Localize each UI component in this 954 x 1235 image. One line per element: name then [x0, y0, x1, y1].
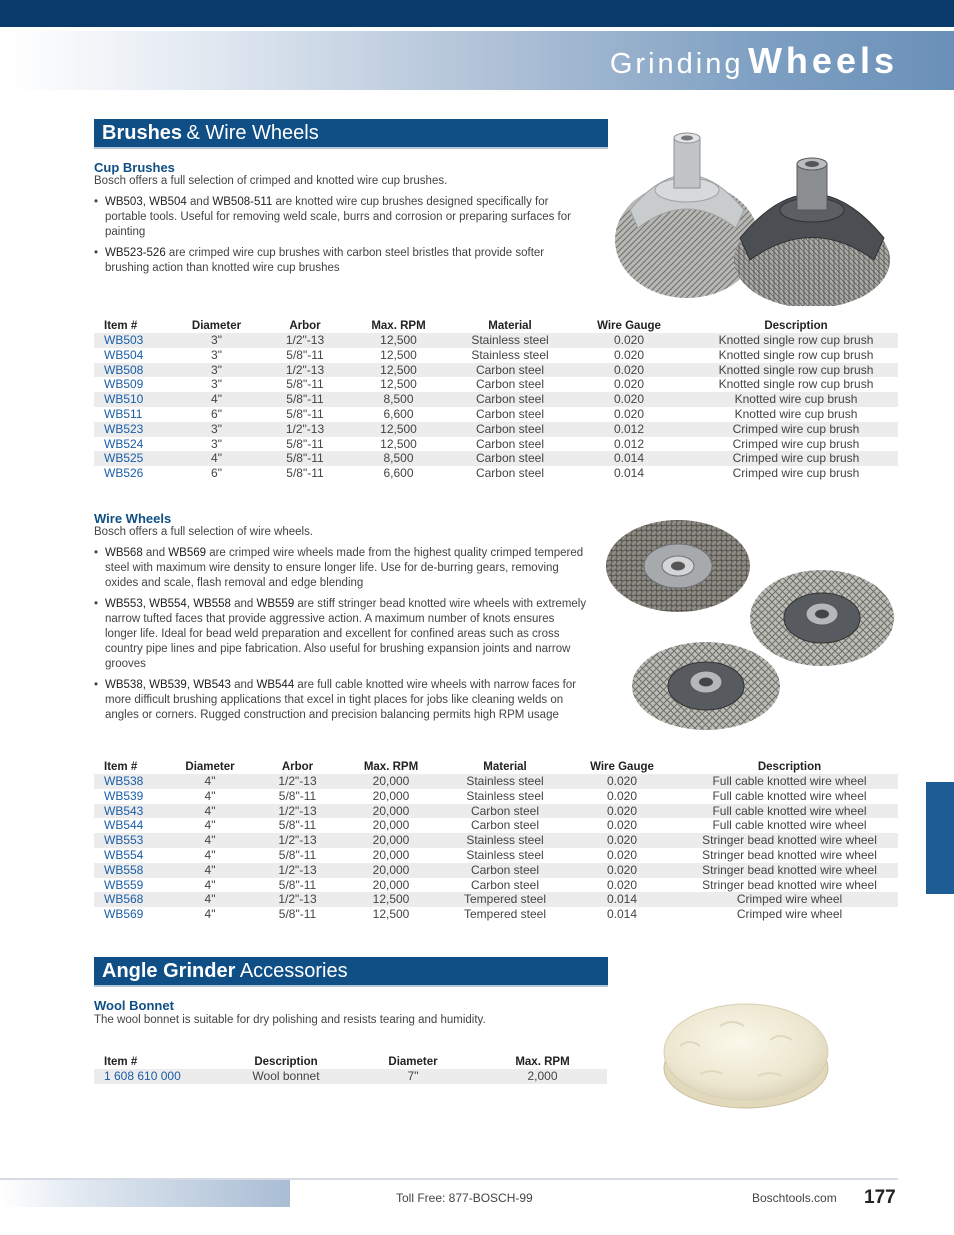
table-cell: Full cable knotted wire wheel	[681, 804, 898, 819]
table-cell: 5/8"-11	[278, 907, 317, 922]
table-cell: 0.020	[564, 363, 694, 378]
table-row	[94, 863, 898, 878]
table-cell: 5/8"-11	[278, 788, 317, 803]
table-cell: Stainless steel	[466, 788, 544, 803]
table-cell: Knotted single row cup brush	[718, 377, 874, 392]
item-number-link[interactable]: WB508	[94, 363, 164, 378]
item-number-link[interactable]: WB509	[104, 377, 144, 392]
table-cell: 12,500	[380, 436, 417, 451]
table-cell: 6,600	[383, 406, 414, 421]
section-rule	[94, 147, 608, 149]
table-cell: 1/2"-13	[260, 804, 335, 819]
table-row	[94, 818, 898, 833]
table-cell: 0.020	[564, 333, 694, 348]
table-cell: Carbon steel	[447, 804, 563, 819]
table-cell: 20,000	[372, 877, 410, 892]
item-number-link[interactable]: WB511	[104, 406, 143, 421]
table-cell: 20,000	[335, 863, 447, 878]
table-cell: Crimped wire cup brush	[732, 466, 860, 481]
table-cell: 3"	[211, 347, 222, 362]
cup-brushes-heading: Cup Brushes	[94, 160, 175, 175]
table-cell: 5/8"-11	[269, 451, 341, 466]
table-row	[94, 892, 898, 907]
table-cell: 12,500	[335, 892, 447, 907]
table-row	[94, 407, 898, 422]
table-cell: 12,500	[372, 907, 410, 922]
list-item: • WB523-526 are crimped wire cup brushes with carbon steel bristles that provide softer brushing action than knotted wire cup brushes	[94, 246, 589, 276]
table-cell: Carbon steel	[456, 422, 564, 437]
cup-brush-table	[94, 318, 898, 481]
table-cell: Stainless steel	[456, 333, 564, 348]
table-cell: Wool bonnet	[224, 1069, 348, 1084]
cup-brushes-bullets	[94, 195, 589, 282]
table-cell: Tempered steel	[447, 892, 563, 907]
table-row	[94, 377, 898, 392]
table-row	[94, 1069, 607, 1084]
table-row	[94, 833, 898, 848]
table-cell: Carbon steel	[456, 451, 564, 466]
table-cell: 12,500	[380, 347, 417, 362]
table-cell: 4"	[204, 788, 216, 803]
table-cell: 5/8"-11	[286, 406, 324, 421]
table-cell: 0.014	[563, 892, 681, 907]
table-cell: 0.020	[606, 818, 638, 833]
table-cell: 0.020	[613, 406, 645, 421]
table-cell: 12,500	[341, 363, 456, 378]
footer-website: Boschtools.com	[752, 1191, 837, 1205]
table-cell: 20,000	[335, 804, 447, 819]
item-number-link[interactable]: WB523	[94, 422, 164, 437]
cup-brushes-intro: Bosch offers a full selection of crimped and knotted wire cup brushes.	[94, 175, 448, 187]
table-cell: Carbon steel	[470, 877, 540, 892]
table-cell: 4"	[160, 804, 260, 819]
table-row	[94, 333, 898, 348]
table-header-row: Item # Diameter Arbor Max. RPM Material Wire Gauge Description	[104, 760, 822, 773]
wool-bonnet-heading: Wool Bonnet	[94, 998, 174, 1013]
table-cell: 4"	[204, 818, 216, 833]
table-row	[94, 789, 898, 804]
table-cell: 0.020	[564, 392, 694, 407]
item-number-link[interactable]: WB504	[104, 347, 144, 362]
table-cell: 4"	[164, 451, 269, 466]
table-cell: 0.014	[564, 451, 694, 466]
table-cell: 8,500	[341, 392, 456, 407]
cup-brush-photo	[612, 120, 904, 306]
table-cell: 2,000	[478, 1069, 607, 1084]
table-cell: Knotted wire cup brush	[734, 406, 858, 421]
table-cell: 4"	[204, 907, 216, 922]
table-cell: 1/2"-13	[269, 363, 341, 378]
wire-wheels-intro: Bosch offers a full selection of wire wheels.	[94, 526, 314, 538]
table-cell: Carbon steel	[456, 363, 564, 378]
item-number-link[interactable]: WB510	[94, 392, 164, 407]
table-cell: Full cable knotted wire wheel	[681, 774, 898, 789]
table-cell: Tempered steel	[463, 907, 547, 922]
wire-wheel-table	[94, 759, 898, 922]
table-cell: Carbon steel	[475, 436, 545, 451]
table-cell: 3"	[164, 363, 269, 378]
table-cell: 3"	[164, 422, 269, 437]
section-rule	[94, 985, 608, 987]
table-cell: 5/8"-11	[269, 392, 341, 407]
table-header-row: Item # Diameter Arbor Max. RPM Material Wire Gauge Description	[104, 319, 828, 332]
table-row	[94, 422, 898, 437]
wire-wheels-heading: Wire Wheels	[94, 511, 172, 526]
page-title-bold: Wheels	[747, 40, 898, 81]
item-number-link[interactable]: WB553	[94, 833, 160, 848]
table-cell: 5/8"-11	[278, 877, 317, 892]
table-cell: 0.020	[563, 774, 681, 789]
table-cell: 20,000	[372, 788, 410, 803]
table-cell: 20,000	[372, 847, 410, 862]
section-angle-grinder-title: Angle Grinder Accessories	[94, 957, 608, 985]
table-cell: 0.012	[564, 422, 694, 437]
table-cell: Crimped wire wheel	[736, 907, 843, 922]
table-cell: Stringer bead knotted wire wheel	[681, 863, 898, 878]
table-cell: 5/8"-11	[286, 347, 324, 362]
table-cell: 0.012	[613, 436, 645, 451]
table-cell: Carbon steel	[475, 377, 545, 392]
table-cell: Stainless steel	[447, 833, 563, 848]
top-bar	[0, 0, 954, 27]
table-cell: 20,000	[335, 774, 447, 789]
table-row	[94, 848, 898, 863]
page-title-light: Grinding	[609, 48, 744, 80]
table-cell: 4"	[164, 392, 269, 407]
table-cell: 6,600	[383, 466, 414, 481]
table-cell: 0.014	[613, 466, 645, 481]
table-cell: 4"	[160, 774, 260, 789]
table-cell: 4"	[160, 863, 260, 878]
side-chapter-tab	[926, 782, 954, 894]
table-cell: 1/2"-13	[260, 833, 335, 848]
table-cell: Knotted single row cup brush	[694, 333, 898, 348]
table-cell: 0.020	[606, 847, 638, 862]
table-cell: 6"	[211, 406, 222, 421]
table-cell: 4"	[204, 847, 216, 862]
table-cell: 3"	[211, 436, 222, 451]
table-row	[94, 774, 898, 789]
table-cell: 5/8"-11	[278, 847, 317, 862]
footer-toll-free: Toll Free: 877-BOSCH-99	[396, 1191, 533, 1205]
table-cell: Crimped wire cup brush	[694, 422, 898, 437]
table-cell: Knotted wire cup brush	[694, 392, 898, 407]
table-cell: Stainless steel	[447, 774, 563, 789]
table-cell: 0.020	[563, 863, 681, 878]
table-cell: 1/2"-13	[269, 333, 341, 348]
page-number: 177	[864, 1187, 896, 1208]
table-cell: 0.020	[606, 788, 638, 803]
table-cell: Knotted single row cup brush	[694, 363, 898, 378]
table-cell: 20,000	[335, 833, 447, 848]
table-cell: 1/2"-13	[269, 422, 341, 437]
table-row	[94, 804, 898, 819]
table-cell: 6"	[211, 466, 222, 481]
table-cell: Stainless steel	[471, 347, 549, 362]
item-number-link[interactable]: WB554	[104, 847, 144, 862]
table-row	[94, 878, 898, 893]
table-cell: Full cable knotted wire wheel	[712, 818, 867, 833]
table-cell: 4"	[160, 833, 260, 848]
list-item: • WB503, WB504 and WB508-511 are knotted wire cup brushes designed specifically for portable tools. Useful for removing weld scale, burrs and corrosion or preparing surfaces for painting	[94, 195, 589, 240]
table-cell: 12,500	[341, 422, 456, 437]
item-number-link[interactable]: WB524	[104, 436, 144, 451]
table-cell: 0.020	[563, 804, 681, 819]
table-cell: 8,500	[341, 451, 456, 466]
table-cell: 0.020	[613, 347, 645, 362]
table-cell: Crimped wire wheel	[681, 892, 898, 907]
table-header-row: Item # Description Diameter Max. RPM	[104, 1055, 570, 1068]
table-cell: 20,000	[372, 818, 410, 833]
item-number-link[interactable]: WB559	[104, 877, 144, 892]
table-cell: Carbon steel	[475, 406, 545, 421]
item-number-link[interactable]: WB543	[94, 804, 160, 819]
table-cell: 5/8"-11	[286, 436, 324, 451]
table-cell: 12,500	[341, 333, 456, 348]
table-cell: 3"	[211, 377, 222, 392]
item-number-link[interactable]: WB544	[104, 818, 144, 833]
table-cell: Stringer bead knotted wire wheel	[681, 833, 898, 848]
table-cell: 12,500	[380, 377, 417, 392]
table-row	[94, 451, 898, 466]
item-number-link[interactable]: WB525	[94, 451, 164, 466]
table-cell: Stainless steel	[466, 847, 544, 862]
list-item: • WB553, WB554, WB558 and WB559 are stiff stringer bead knotted wire wheels with extremely narrow tufted faces that provide aggressive action. A maximum number of knots ensures longer life. Ideal for bead weld preparation and excellent for confined areas such as cross country pipe lines and pipe fabrication. Also useful for brushing expansion joints and narrow grooves	[94, 597, 589, 672]
wool-bonnet-table	[94, 1054, 607, 1084]
table-row	[94, 363, 898, 378]
table-cell: 5/8"-11	[286, 466, 324, 481]
table-row	[94, 437, 898, 452]
table-cell: Carbon steel	[456, 392, 564, 407]
table-cell: Crimped wire cup brush	[732, 436, 860, 451]
table-cell: Stringer bead knotted wire wheel	[702, 847, 877, 862]
table-cell: 1/2"-13	[260, 774, 335, 789]
table-row	[94, 907, 898, 922]
table-cell: 0.020	[613, 377, 645, 392]
table-cell: Crimped wire cup brush	[694, 451, 898, 466]
table-cell: Full cable knotted wire wheel	[712, 788, 867, 803]
list-item: • WB538, WB539, WB543 and WB544 are full cable knotted wire wheels with narrow faces for more difficult brushing applications that excel in tight places for jobs like cleaning welds on angles or corners. Rugged construction and precision balancing permits high RPM usage	[94, 678, 589, 723]
table-cell: 7"	[348, 1069, 478, 1084]
table-cell: Carbon steel	[447, 863, 563, 878]
item-number-link[interactable]: WB568	[94, 892, 160, 907]
table-cell: 1/2"-13	[260, 863, 335, 878]
table-cell: 1/2"-13	[260, 892, 335, 907]
table-row	[94, 392, 898, 407]
item-number-link[interactable]: WB538	[94, 774, 160, 789]
table-cell: Carbon steel	[470, 818, 540, 833]
footer-band	[0, 1180, 290, 1207]
table-cell: 4"	[160, 892, 260, 907]
table-cell: 4"	[204, 877, 216, 892]
table-cell: Carbon steel	[475, 466, 545, 481]
item-number-link[interactable]: WB569	[104, 907, 144, 922]
table-cell: 5/8"-11	[278, 818, 317, 833]
section-brushes-title: Brushes & Wire Wheels	[94, 119, 608, 147]
wire-wheels-bullets	[94, 546, 589, 729]
wool-bonnet-photo	[660, 996, 832, 1112]
item-number-link[interactable]: WB526	[104, 466, 144, 481]
table-row	[94, 466, 898, 481]
page-title	[610, 40, 898, 84]
list-item: • WB568 and WB569 are crimped wire wheels made from the highest quality crimped tempered steel with maximum wire density to ensure longer life. Use for de-burring gears, removing oxides and scale, flash removal and edge blending	[94, 546, 589, 591]
table-cell: Knotted single row cup brush	[718, 347, 874, 362]
item-number-link[interactable]: WB503	[94, 333, 164, 348]
table-cell: 5/8"-11	[286, 377, 324, 392]
table-cell: Stringer bead knotted wire wheel	[702, 877, 877, 892]
wool-bonnet-intro: The wool bonnet is suitable for dry polishing and resists tearing and humidity.	[94, 1014, 486, 1026]
table-cell: 0.020	[606, 877, 638, 892]
table-cell: 3"	[164, 333, 269, 348]
table-cell: 0.020	[563, 833, 681, 848]
item-number-link[interactable]: WB539	[104, 788, 144, 803]
table-row	[94, 348, 898, 363]
table-cell: 0.014	[606, 907, 638, 922]
item-number-link[interactable]: 1 608 610 000	[94, 1069, 224, 1084]
wire-wheel-photo	[604, 518, 900, 732]
item-number-link[interactable]: WB558	[94, 863, 160, 878]
